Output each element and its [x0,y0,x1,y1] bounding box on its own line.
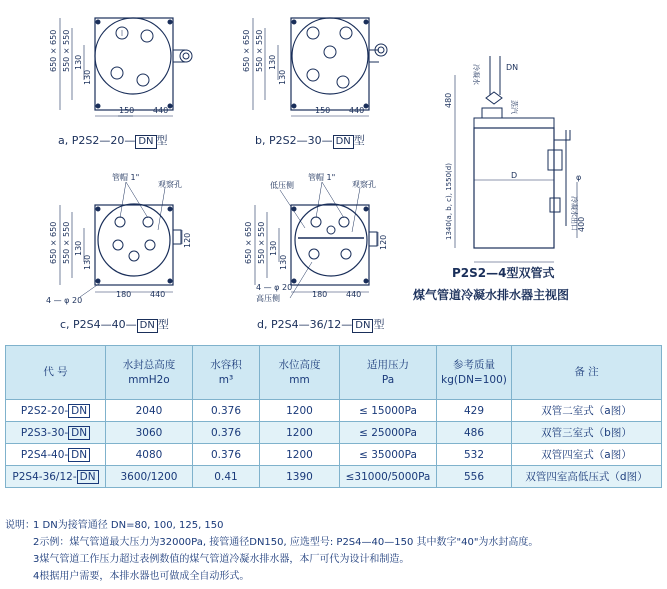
cell-note: 双管四室高低压式（d图） [512,466,662,488]
fig-d-dim-w2: 440 [346,290,362,299]
fig-a-dim-h4: 130 [83,69,92,85]
note-item: 1 DN为接管通径 DN=80, 100, 125, 150 [33,520,224,531]
fig-b-dim-w2: 440 [349,106,365,115]
cell-height: 2040 [106,400,193,422]
fig-a-dim-w2: 440 [153,106,169,115]
main-dim-400: 400 [577,216,586,232]
fig-d-dim-v: 120 [379,234,388,250]
figure-d-plan-view [255,182,378,298]
cell-mass: 429 [437,400,512,422]
fig-d-label-hole: 4 — φ 20 [256,283,293,292]
figure-c-caption [60,316,169,333]
cell-note: 双管二室式（a图） [512,400,662,422]
cell-height: 4080 [106,444,193,466]
figure-b-caption-suffix: 型 [353,134,365,147]
cell-height: 3060 [106,422,193,444]
cell-volume: 0.376 [193,444,260,466]
figure-c-plan-view [60,182,182,297]
table-row [6,444,662,466]
main-dim-top: 480 [444,92,453,108]
fig-a-dim-h1: 650 × 650 [49,29,58,72]
cell-code: P2S2-20- DN [6,400,106,422]
fig-a-dim-w1: 150 [119,106,135,115]
main-dim-height: 1340(a, b, c), 1550(d) [445,163,453,240]
fig-c-dim-w1: 180 [116,290,132,299]
cell-pressure: ≤ 15000Pa [340,400,437,422]
table-row [6,466,662,488]
cell-mass: 486 [437,422,512,444]
header-seal-height: 水封总高度 mmH2o [106,346,193,400]
cell-level: 1200 [260,422,340,444]
cell-code: P2S3-30- DN [6,422,106,444]
fig-c-dim-w2: 440 [150,290,166,299]
main-front-view [455,56,577,262]
main-title-line2: 煤气管道冷凝水排水器主视图 [413,288,570,302]
fig-b-dim-w1: 150 [315,106,331,115]
fig-d-dim-h2: 550 × 550 [257,221,266,264]
fig-c-dim-v: 120 [183,232,192,248]
fig-d-dim-w1: 180 [312,290,328,299]
fig-a-dim-h2: 550 × 550 [62,29,71,72]
cell-pressure: ≤31000/5000Pa [340,466,437,488]
table-row [6,400,662,422]
header-level: 水位高度 mm [260,346,340,400]
main-label-phi: φ [576,173,582,182]
notes-section [5,517,665,585]
cell-level: 1200 [260,400,340,422]
cell-volume: 0.376 [193,400,260,422]
header-volume: 水容积 m³ [193,346,260,400]
main-label-water: 冷凝水 [472,64,480,85]
figure-c-caption-prefix: c, P2S4—40— [60,318,137,331]
figure-d-caption-suffix: 型 [373,318,385,331]
figure-c-caption-suffix: 型 [157,318,169,331]
fig-d-dim-h3: 130 [269,240,278,256]
note-item: 2示例：煤气管道最大压力为32000Pa, 接管通径DN150, 应选型号: P2S4—40—150 其中数字"40"为水封高度。 [33,537,539,548]
fig-b-dim-h3: 130 [268,54,277,70]
fig-d-dim-h1: 650 × 650 [244,221,253,264]
note-item: 4根据用户需要，本排水器也可做成全自动形式。 [33,571,250,582]
figure-b-caption-box: DN [333,135,354,149]
figure-d-caption-prefix: d, P2S4—36/12— [257,318,353,331]
fig-d-label-cap: 管帽 1" [308,173,336,182]
figure-d-caption-box: DN [352,319,373,333]
figure-a-caption [58,132,168,149]
main-label-outlet: 冷凝水出口 [570,196,578,231]
fig-c-dim-h2: 550 × 550 [62,221,71,264]
cell-note: 双管四室式（a图） [512,444,662,466]
cell-pressure: ≤ 25000Pa [340,422,437,444]
spec-table [5,345,662,488]
table-row [6,422,662,444]
cell-code: P2S4-40- DN [6,444,106,466]
cell-volume: 0.41 [193,466,260,488]
fig-d-label-obs: 观察孔 [352,180,376,189]
header-mass: 参考质量 kg(DN=100) [437,346,512,400]
fig-c-label-hole: 4 — φ 20 [46,296,83,305]
fig-c-dim-h3: 130 [74,240,83,256]
note-item: 3煤气管道工作压力超过表例数值的煤气管道冷凝水排水器，本厂可代为设计和制造。 [33,554,410,565]
fig-d-label-high: 高压侧 [256,294,280,303]
figure-d-caption [257,316,384,333]
cell-pressure: ≤ 35000Pa [340,444,437,466]
notes-lead: 说明： [5,520,35,531]
figure-a-caption-suffix: 型 [156,134,168,147]
fig-b-dim-h4: 130 [278,69,287,85]
main-title-line1: P2S2—4型双管式 [452,266,555,280]
cell-note: 双管三室式（b图） [512,422,662,444]
figure-a-caption-prefix: a, P2S2—20— [58,134,136,147]
figure-b-caption [255,132,365,149]
fig-c-label-obs: 观察孔 [158,180,182,189]
fig-b-dim-h1: 650 × 650 [242,29,251,72]
figure-c-caption-box: DN [137,319,158,333]
cell-code: P2S4-36/12- DN [6,466,106,488]
cell-level: 1390 [260,466,340,488]
table-header-row [6,346,662,400]
header-note: 备 注 [512,346,662,400]
cell-mass: 556 [437,466,512,488]
cell-height: 3600/1200 [106,466,193,488]
main-label-steam: 蒸汽 [510,100,518,114]
header-code: 代 号 [6,346,106,400]
figure-b-caption-prefix: b, P2S2—30— [255,134,333,147]
fig-c-dim-h4: 130 [83,254,92,270]
fig-b-dim-h2: 550 × 550 [255,29,264,72]
fig-a-dim-h3: 130 [74,54,83,70]
cell-level: 1200 [260,444,340,466]
fig-c-label-cap: 管帽 1" [112,173,140,182]
main-label-d: D [511,171,518,180]
figure-a-caption-box: DN [135,135,156,149]
fig-c-dim-h1: 650 × 650 [49,221,58,264]
main-label-dn: DN [506,63,519,72]
cell-mass: 532 [437,444,512,466]
fig-d-dim-h4: 130 [279,254,288,270]
header-pressure: 适用压力 Pa [340,346,437,400]
fig-d-label-low: 低压侧 [270,181,294,190]
cell-volume: 0.376 [193,422,260,444]
